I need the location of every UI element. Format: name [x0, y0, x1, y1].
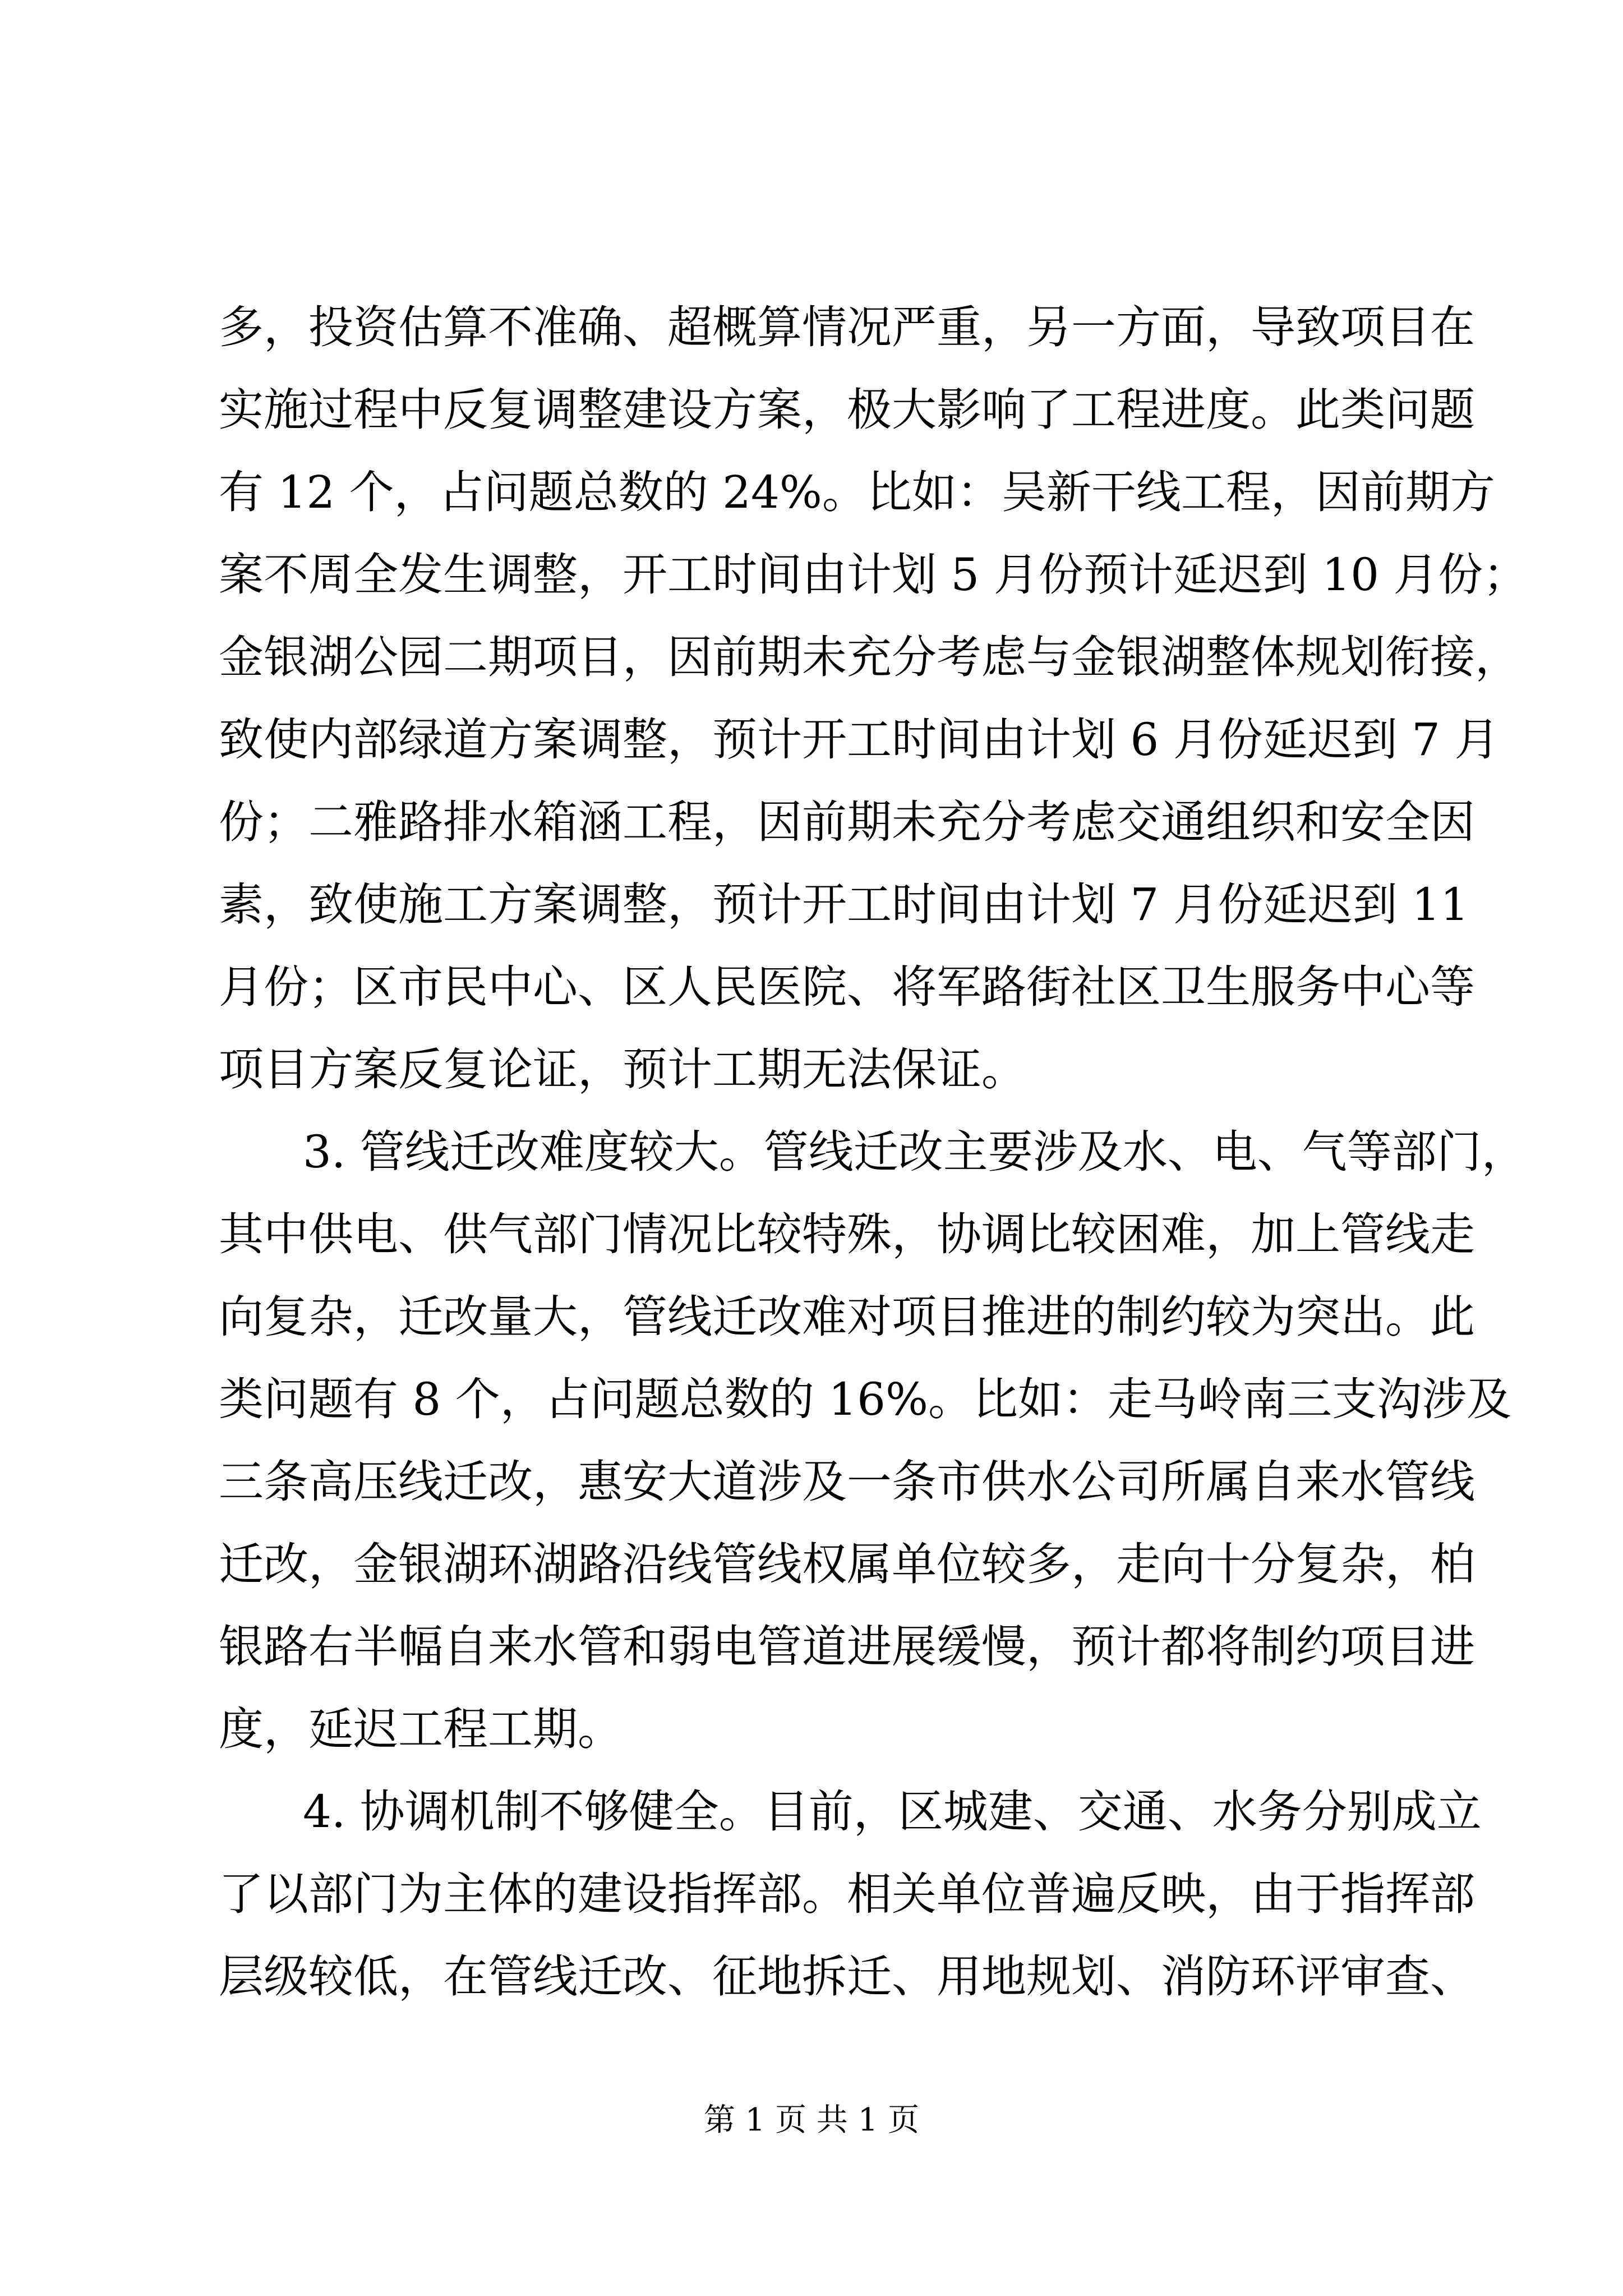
text-line: 向复杂，迁改量大，管线迁改难对项目推进的制约较为突出。此 — [219, 1291, 1475, 1343]
text-line: 三条高压线迁改，惠安大道涉及一条市供水公司所属自来水管线 — [219, 1456, 1475, 1508]
text-line: 银路右半幅自来水管和弱电管道进展缓慢，预计都将制约项目进 — [219, 1621, 1475, 1673]
paragraph-continuation — [219, 286, 1528, 1111]
text-line: 份；二雅路排水箱涵工程，因前期未充分考虑交通组织和安全因 — [219, 796, 1475, 848]
text-line: 度，延迟工程工期。 — [219, 1703, 623, 1755]
text-line: 其中供电、供气部门情况比较特殊，协调比较困难，加上管线走 — [219, 1208, 1475, 1260]
text-line: 3. 管线迁改难度较大。管线迁改主要涉及水、电、气等部门， — [303, 1126, 1527, 1178]
page-footer — [0, 2101, 1623, 2140]
text-line: 金银湖公园二期项目，因前期未充分考虑与金银湖整体规划衔接， — [219, 631, 1520, 683]
text-line: 迁改，金银湖环湖路沿线管线权属单位较多，走向十分复杂，柏 — [219, 1538, 1475, 1590]
text-line: 项目方案反复论证，预计工期无法保证。 — [219, 1043, 1026, 1096]
paragraph-pipeline-relocation — [219, 1111, 1527, 1770]
text-line: 4. 协调机制不够健全。目前，区城建、交通、水务分别成立 — [303, 1786, 1482, 1838]
text-line: 多，投资估算不准确、超概算情况严重，另一方面，导致项目在 — [219, 301, 1475, 353]
text-line: 有 12 个，占问题总数的 24%。比如：吴新干线工程，因前期方 — [219, 466, 1495, 518]
text-line: 致使内部绿道方案调整，预计开工时间由计划 6 月份延迟到 7 月 — [219, 714, 1500, 766]
text-line: 素，致使施工方案调整，预计开工时间由计划 7 月份延迟到 11 — [219, 878, 1469, 931]
text-line: 了以部门为主体的建设指挥部。相关单位普遍反映，由于指挥部 — [219, 1868, 1475, 1920]
page-number-label: 第 1 页 共 1 页 — [703, 2102, 920, 2138]
text-line: 层级较低，在管线迁改、征地拆迁、用地规划、消防环评审查、 — [219, 1950, 1475, 2003]
text-line: 月份；区市民中心、区人民医院、将军路街社区卫生服务中心等 — [219, 961, 1475, 1013]
text-line: 类问题有 8 个，占问题总数的 16%。比如：走马岭南三支沟涉及 — [219, 1373, 1511, 1425]
body-text — [219, 286, 1528, 2018]
text-line: 实施过程中反复调整建设方案，极大影响了工程进度。此类问题 — [219, 384, 1475, 436]
text-line: 案不周全发生调整，开工时间由计划 5 月份预计延迟到 10 月份； — [219, 549, 1528, 601]
paragraph-coordination-mechanism — [219, 1770, 1482, 2018]
